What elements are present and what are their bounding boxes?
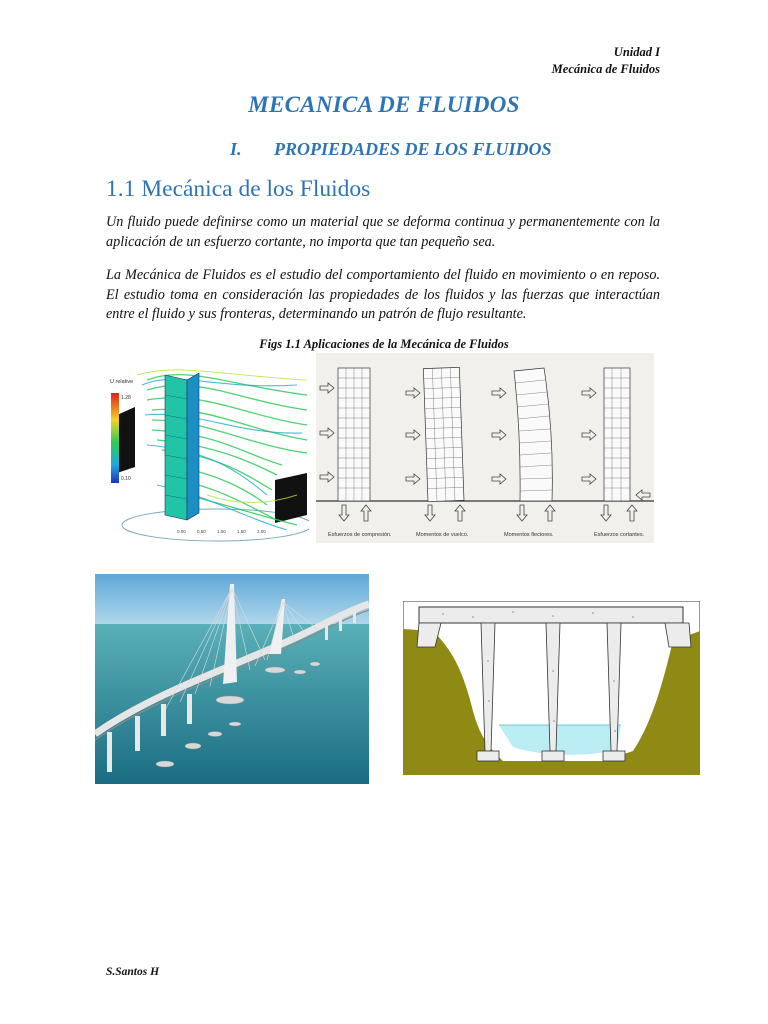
force-label-shear: Esfuerzos cortantes. [594, 532, 645, 538]
axis-tick-4: 2.00 [257, 529, 266, 534]
section-heading [230, 139, 552, 160]
axis-tick-2: 1.00 [217, 529, 226, 534]
legend-value-bottom: 0.10 [121, 476, 131, 482]
document-title: MECANICA DE FLUIDOS [248, 92, 520, 117]
axis-tick-3: 1.50 [237, 529, 246, 534]
figure-bridge-section [403, 601, 700, 775]
figure-caption: Figs 1.1 Aplicaciones de la Mecánica de Fluidos [259, 337, 509, 351]
legend-title: U relative [110, 379, 134, 385]
axis-tick-0: 0.00 [177, 529, 186, 534]
figure-building-forces [316, 353, 654, 543]
page-footer: S.Santos H [106, 966, 160, 978]
figure-cfd-building [107, 355, 309, 543]
section-title: PROPIEDADES DE LOS FLUIDOS [274, 139, 552, 159]
subsection-heading: 1.1 Mecánica de los Fluidos [106, 176, 371, 202]
header-course: Mecánica de Fluidos [551, 62, 660, 76]
section-number: I. [230, 139, 242, 159]
page-header [552, 44, 660, 78]
header-unit: Unidad I [613, 45, 660, 59]
force-label-compression: Esfuerzos de compresión. [328, 532, 392, 538]
legend-value-top: 1.28 [121, 395, 131, 401]
force-label-bending: Momentos flectores. [504, 532, 554, 538]
figure-bridge-photo [95, 574, 369, 784]
paragraph-definition: Un fluido puede definirse como un material que se deforma continua y permanentemente con la aplicación de un esfuerzo cortante, no importa que tan pequeño sea. [106, 214, 660, 250]
paragraph-study: La Mecánica de Fluidos es el estudio del comportamiento del fluido en movimiento o en reposo. El estudio toma en consideración las propiedades de los fluidos y las fuerzas que interactúan entre el fluido y sus fronteras, determinando un patrón de flujo resultante. [106, 267, 660, 322]
force-label-overturning: Momentos de vuelco. [416, 532, 469, 538]
axis-tick-1: 0.50 [197, 529, 206, 534]
